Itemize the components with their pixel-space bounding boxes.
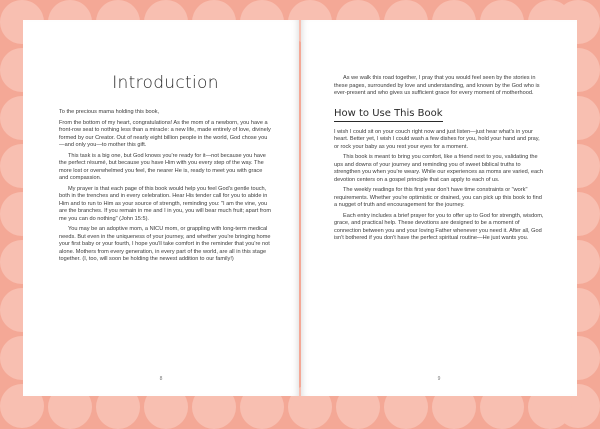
body-paragraph: The weekly readings for this first year don't have time constraints or "work" requirements. Whether you're optimistic or drained, you can pick up this book to find a nugget of truth and encouragement for the journey. bbox=[334, 187, 542, 208]
body-paragraph: As we walk this road together, I pray that you would feel seen by the stories in these pages, surrounded by love and understanding, and known by the God who is ever-present and who gives us sufficient grace for every moment of motherhood. bbox=[334, 75, 540, 96]
left-page bbox=[23, 20, 299, 396]
body-paragraph: My prayer is that each page of this book would help you feel God's gentle touch, both in the trenches and in every celebration. Hear His tender call for you to abide in Him and to run to Him as your source of strength, reminding you: "I am the vine, you are the branches. If you remain in me and I in you, you will bear much fruit; apart from me you can do nothing" (John 15:5). bbox=[59, 185, 272, 222]
body-paragraph: This task is a big one, but God knows you're ready for it—not because you have the perfect résumé, but because you have Him with you every step of the way. The more lost or overwhelmed you feel, the nearer He is, ready to meet you with grace and compassion. bbox=[59, 152, 266, 181]
page-number-left: 8 bbox=[159, 375, 163, 382]
body-paragraph: From the bottom of my heart, congratulations! As the mom of a newborn, you have a front-row seat to nothing less than a miracle: a new life, made entirely of love, divinely formed by our Creator. Out of nearly eight billion people in the world, God chose you—and only you—to mother this gift. bbox=[59, 119, 271, 148]
chapter-title: Introduction bbox=[112, 73, 219, 93]
section-title: How to Use This Book bbox=[334, 108, 443, 122]
body-paragraph: I wish I could sit on your couch right now and just listen—just hear what's in your heart. Better yet, I wish I could wash a few dishes for you, hold your hand and pray, or rock your baby as you rest your eyes for a moment. bbox=[334, 128, 540, 150]
body-paragraph: Each entry includes a brief prayer for you to offer up to God for strength, wisdom, grace, and practical help. These devotions are designed to be a moment of connection between you and your loving Father whenever you need it. After all, God isn't bothered if you don't have the perfect spiritual routine—He just wants you. bbox=[334, 212, 544, 241]
body-paragraph: You may be an adoptive mom, a NICU mom, or grappling with long-term medical needs. But even in the uniqueness of your journey, and whether you're bringing home your first baby or your fourth, I hope you'll take comfort in the reminder that you're not alone. Mothers from every generation, in every part of the world, are all in this stage together. (I, too, will soon be holding the newest addition to our family!) bbox=[59, 226, 271, 262]
right-page bbox=[301, 20, 577, 396]
salutation: To the precious mama holding this book, bbox=[59, 109, 160, 115]
body-paragraph: This book is meant to bring you comfort, like a friend next to you, validating the ups and downs of your journey and reminding you of sweet biblical truths to strengthen you when you're weary. While our experiences as moms are varied, each devotion centers on a gospel principle that can apply to each of us. bbox=[334, 154, 543, 183]
page-number-right: 9 bbox=[437, 375, 441, 382]
